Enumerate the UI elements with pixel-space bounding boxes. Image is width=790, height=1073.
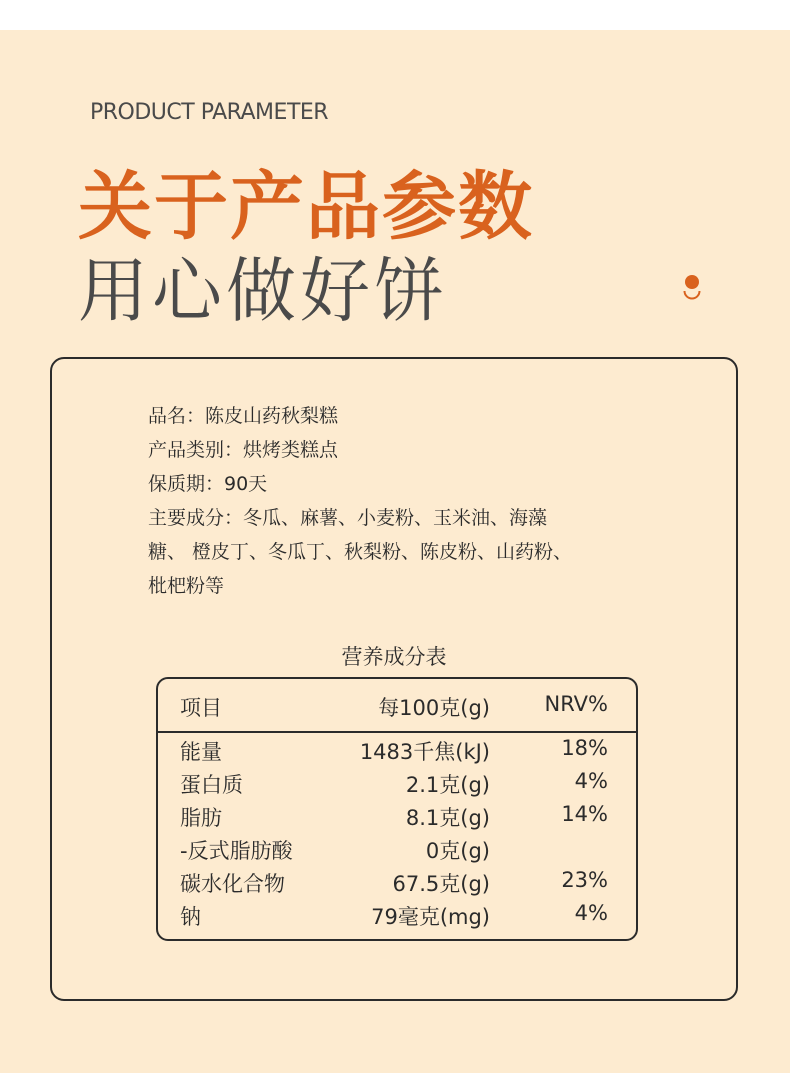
decorative-dot-icon <box>682 274 702 302</box>
row-per100: 2.1克(g) <box>405 773 490 797</box>
ingredients-line-2: 糖、 橙皮丁、冬瓜丁、秋梨粉、陈皮粉、山药粉、 <box>148 541 573 563</box>
eyebrow-text: PRODUCT PARAMETER <box>90 100 329 125</box>
table-row <box>158 868 636 901</box>
product-category: 产品类别：烘烤类糕点 <box>148 439 339 461</box>
product-name: 品名：陈皮山药秋梨糕 <box>148 405 339 427</box>
product-info-card <box>50 357 738 1001</box>
row-item: 钠 <box>180 905 201 929</box>
table-row <box>158 736 636 769</box>
table-row <box>158 769 636 802</box>
row-per100: 0克(g) <box>425 839 490 863</box>
ingredients-line-3: 枇杷粉等 <box>148 575 225 597</box>
row-nrv: 23% <box>561 868 608 892</box>
row-item: 能量 <box>180 740 222 764</box>
table-row <box>158 802 636 835</box>
row-per100: 8.1克(g) <box>405 806 490 830</box>
nutrition-table-title: 营养成分表 <box>341 645 447 669</box>
row-per100: 79毫克(mg) <box>371 905 490 929</box>
nutrition-table <box>156 677 638 941</box>
header-per100: 每100克(g) <box>378 696 490 720</box>
row-item: 脂肪 <box>180 806 222 830</box>
row-nrv: 14% <box>561 802 608 826</box>
shelf-life: 保质期：90天 <box>148 473 268 495</box>
page-subtitle: 用心做好饼 <box>78 250 448 332</box>
header-nrv: NRV% <box>544 692 608 716</box>
row-nrv: 18% <box>561 736 608 760</box>
row-item: 碳水化合物 <box>180 872 285 896</box>
row-per100: 1483千焦(kJ) <box>359 740 490 764</box>
nutrition-table-header <box>158 679 636 733</box>
header-item: 项目 <box>180 696 222 720</box>
page-background <box>0 30 790 1073</box>
row-nrv: 4% <box>574 901 608 925</box>
page-title: 关于产品参数 <box>78 164 534 250</box>
product-info <box>148 399 648 603</box>
row-item: 蛋白质 <box>180 773 243 797</box>
row-item: -反式脂肪酸 <box>180 839 293 863</box>
ingredients-line-1: 主要成分：冬瓜、麻薯、小麦粉、玉米油、海藻 <box>148 507 548 529</box>
table-row <box>158 901 636 934</box>
row-nrv: 4% <box>574 769 608 793</box>
table-row <box>158 835 636 868</box>
row-per100: 67.5克(g) <box>392 872 490 896</box>
